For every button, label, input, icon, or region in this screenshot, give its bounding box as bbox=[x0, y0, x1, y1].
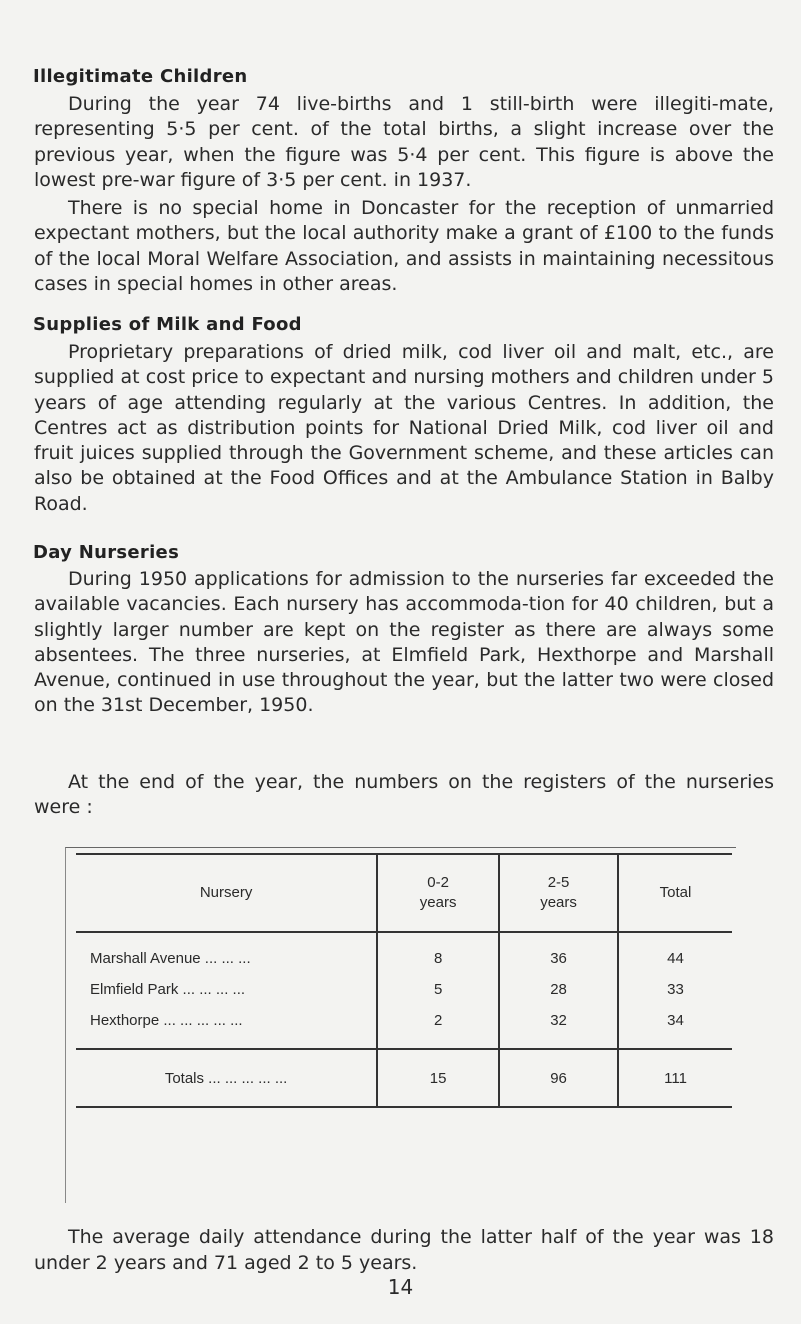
header-line: years bbox=[540, 894, 577, 911]
cell-total: 34 bbox=[618, 1005, 732, 1049]
table-row bbox=[76, 932, 732, 974]
totals-label bbox=[76, 1049, 377, 1107]
section-heading-milk-food: Supplies of Milk and Food bbox=[33, 314, 302, 335]
table-row bbox=[76, 1005, 732, 1049]
totals-text: Totals bbox=[164, 1069, 204, 1087]
header-nursery: Nursery bbox=[76, 854, 377, 932]
cell-total: 33 bbox=[618, 974, 732, 1005]
nurseries-table bbox=[76, 853, 732, 1108]
totals-row bbox=[76, 1049, 732, 1107]
cell-age-0-2: 5 bbox=[377, 974, 499, 1005]
dot-leader: ... ... ... ... ... bbox=[204, 1069, 288, 1087]
paragraph-text: At the end of the year, the numbers on the registers of the nurseries were : bbox=[34, 771, 774, 819]
paragraph-moral-welfare bbox=[34, 196, 774, 297]
paragraph-text: During the year 74 live-births and 1 still-birth were illegiti-mate, representing 5·5 per cent. of the total births, a slight increase over the previous year, when the figure was 5·4 per cent. This figure is above the lowest pre-war figure of 3·5 per cent. in 1937. bbox=[34, 93, 774, 191]
row-nursery-name bbox=[76, 932, 377, 974]
paragraph-illegitimate-births bbox=[34, 92, 774, 193]
nursery-name: Marshall Avenue bbox=[90, 950, 201, 967]
header-line: years bbox=[419, 894, 457, 911]
dot-leader: ... ... ... ... bbox=[178, 981, 246, 998]
header-age-2-5 bbox=[499, 854, 618, 932]
page-number: 14 bbox=[387, 1275, 414, 1299]
paragraph-nursery-applications bbox=[34, 567, 774, 719]
cell-age-2-5: 36 bbox=[499, 932, 618, 974]
header-line: 0-2 bbox=[427, 874, 449, 891]
paragraph-average-attendance bbox=[34, 1224, 774, 1276]
paragraph-text: Proprietary preparations of dried milk, cod liver oil and malt, etc., are supplied at cost price to expectant and nursing mothers and children under 5 years of age attending regularly at the various Centres. In addition, the Centres act as distribution points for National Dried Milk, cod liver oil and fruit juices supplied through the Government scheme, and these articles can also be obtained at the Food Offices and at the Ambulance Station in Balby Road. bbox=[34, 341, 774, 515]
cell-age-0-2: 8 bbox=[377, 932, 499, 974]
paragraph-registers-intro bbox=[34, 770, 774, 821]
row-nursery-name bbox=[76, 974, 377, 1005]
section-heading-day-nurseries: Day Nurseries bbox=[33, 542, 180, 563]
paragraph-text: There is no special home in Doncaster for the reception of unmarried expectant mothers, but the local authority make a grant of £100 to the funds of the local Moral Welfare Association, and assists in maintaining necessitous cases in special homes in other areas. bbox=[34, 197, 774, 295]
nursery-name: Hexthorpe bbox=[90, 1012, 160, 1029]
row-nursery-name bbox=[76, 1005, 377, 1049]
cell-age-2-5: 32 bbox=[499, 1005, 618, 1049]
paragraph-milk-supplies bbox=[34, 340, 774, 517]
totals-age-0-2: 15 bbox=[377, 1049, 499, 1107]
dot-leader: ... ... ... bbox=[200, 950, 251, 967]
header-age-0-2 bbox=[377, 854, 499, 932]
table-header-row bbox=[76, 854, 732, 932]
totals-total: 111 bbox=[618, 1049, 732, 1107]
cell-age-2-5: 28 bbox=[499, 974, 618, 1005]
paragraph-text: The average daily attendance during the latter half of the year was 18 under 2 years and 71 aged 2 to 5 years. bbox=[34, 1226, 774, 1274]
section-heading-illegitimate-children: Illegitimate Children bbox=[33, 66, 248, 87]
paragraph-text: During 1950 applications for admission to the nurseries far exceeded the available vacancies. Each nursery has accommoda-tion for 40 children, but a slightly larger number are kept on the register as there are always some absentees. The three nurseries, at Elmfield Park, Hexthorpe and Marshall Avenue, continued in use throughout the year, but the latter two were closed on the 31st December, 1950. bbox=[34, 568, 774, 717]
cell-total: 44 bbox=[618, 932, 732, 974]
table-row bbox=[76, 974, 732, 1005]
dot-leader: ... ... ... ... ... bbox=[159, 1012, 243, 1029]
totals-age-2-5: 96 bbox=[499, 1049, 618, 1107]
nursery-name: Elmfield Park bbox=[90, 981, 179, 998]
cell-age-0-2: 2 bbox=[377, 1005, 499, 1049]
header-total: Total bbox=[618, 854, 732, 932]
header-line: 2-5 bbox=[547, 874, 570, 891]
